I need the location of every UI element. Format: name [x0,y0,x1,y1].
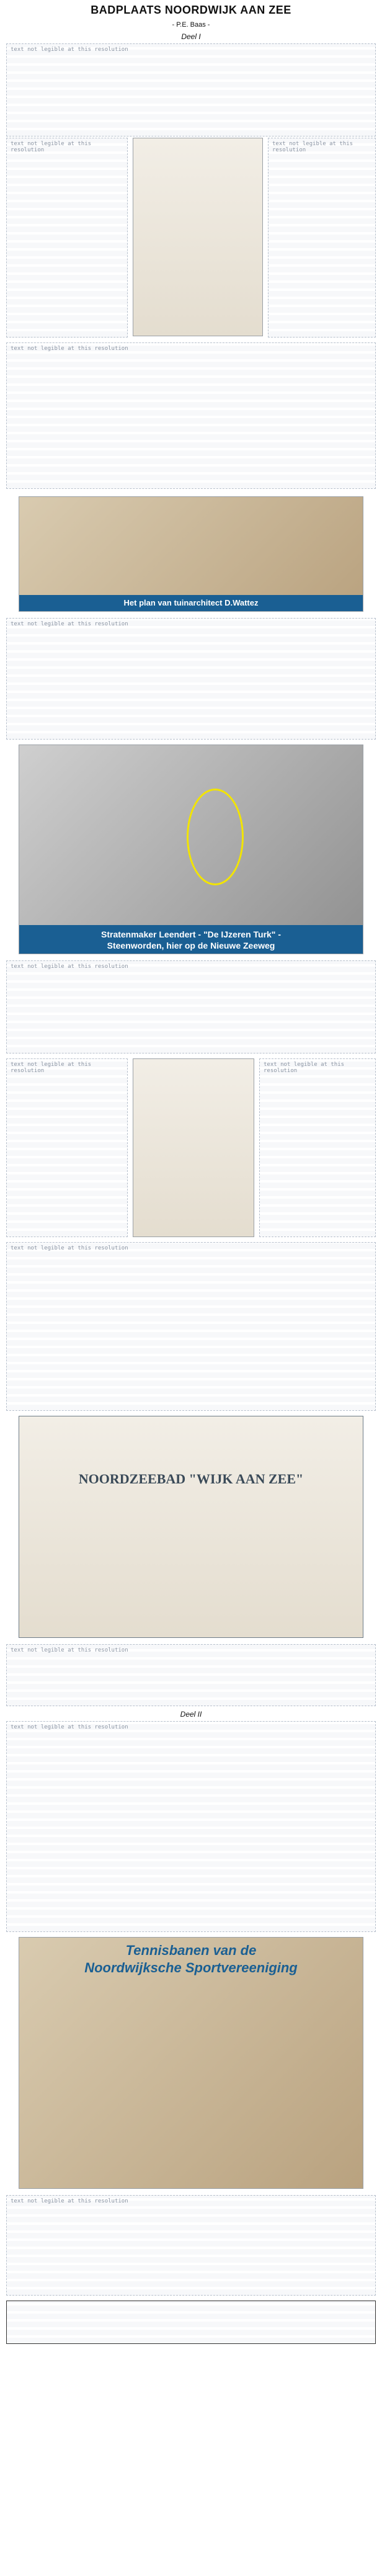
unreadable-text-tag: text not legible at this resolution [11,1724,128,1730]
intro-paragraph [6,43,376,136]
prospectus-right-text [259,1058,376,1237]
street-photo-caption-line-2: Steenworden, hier op de Nieuwe Zeeweg [107,941,275,950]
unreadable-text-tag: text not legible at this resolution [11,1062,92,1074]
unreadable-text-tag: text not legible at this resolution [264,1062,345,1074]
deel-1-body-text [6,342,376,489]
section-label-deel-1: Deel I [181,32,201,41]
share-certificate-label: NOORDZEEBAD "WIJK AAN ZEE" [78,1471,304,1487]
share-certificate-image [19,1416,363,1638]
article-title: BADPLAATS NOORDWIJK AAN ZEE [91,4,291,16]
tennis-banner-line-2: Noordwijksche Sportvereeniging [84,1960,298,1975]
bond-preceding-text [6,1242,376,1411]
park-plan-caption: Het plan van tuinarchitect D.Wattez [19,595,363,611]
closing-boxed-note [6,2301,376,2344]
article-byline: - P.E. Baas - [172,21,210,29]
street-photo-caption [19,925,363,954]
paragraph-beside-document [6,138,128,338]
unreadable-text-tag: text not legible at this resolution [11,1245,128,1251]
prospectus-left-text [6,1058,128,1237]
park-plan-image [19,496,363,612]
deel-2-body-text [6,1721,376,1932]
highlight-circle [187,789,244,885]
street-photo-text [6,960,376,1053]
unreadable-text-tag: text not legible at this resolution [11,2198,128,2204]
unreadable-text-tag: text not legible at this resolution [272,141,353,153]
street-paving-photo [19,745,363,954]
unreadable-text-tag: text not legible at this resolution [11,141,92,153]
unreadable-text-tag: text not legible at this resolution [11,621,128,627]
street-photo-caption-line-1: Stratenmaker Leendert - "De IJzeren Turk" - [101,929,281,939]
prospectus-document-image [133,1058,254,1237]
share-certificate-text [6,1644,376,1706]
unreadable-text-tag: text not legible at this resolution [11,964,128,970]
unreadable-text-tag: text not legible at this resolution [11,1647,128,1653]
tennis-courts-photo [19,1937,363,2189]
section-label-deel-2: Deel II [180,1710,202,1719]
historic-document-image [133,138,263,336]
sports-club-text [6,2195,376,2296]
paragraph-beside-document-right [268,138,376,338]
tennis-banner-line-1: Tennisbanen van de [125,1943,257,1958]
unreadable-text-tag: text not legible at this resolution [11,346,128,352]
unreadable-text-tag: text not legible at this resolution [11,47,128,53]
park-plan-text [6,618,376,740]
